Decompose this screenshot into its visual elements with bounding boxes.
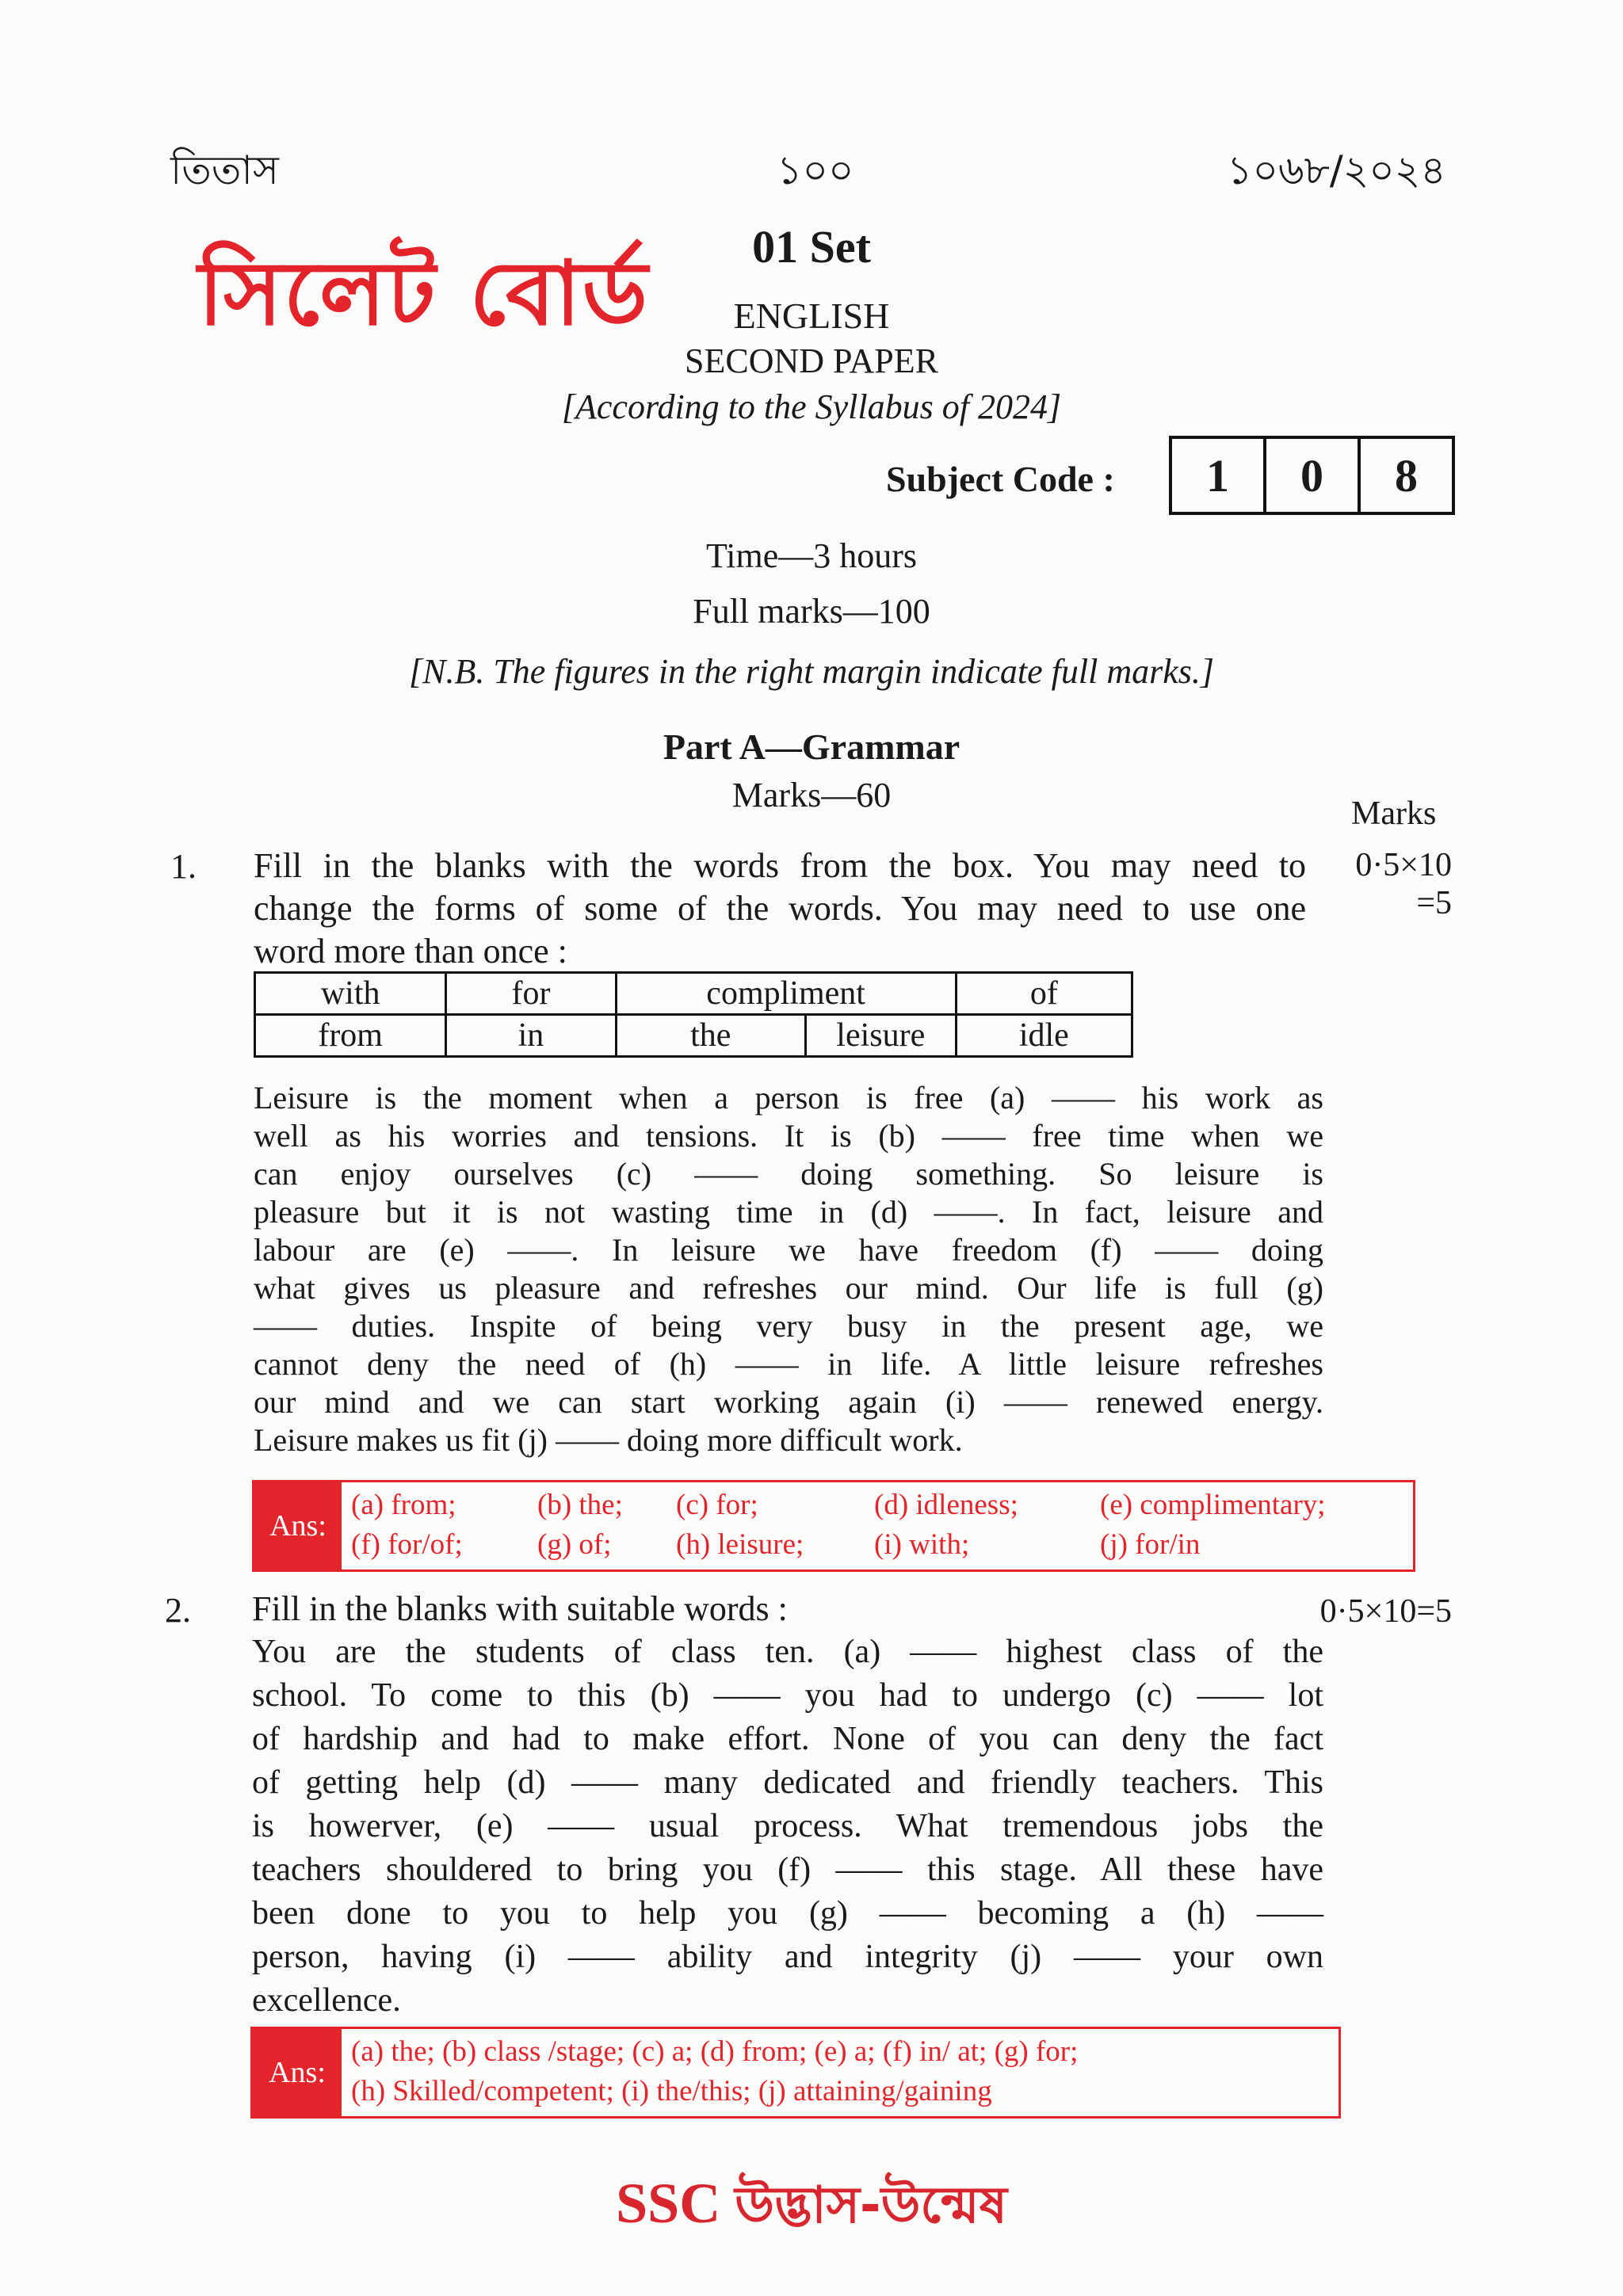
q1-instruction-line: Fill in the blanks with the words from the box. You may need to <box>254 846 1306 885</box>
footer-brand <box>0 2167 1623 2252</box>
q1-answer-box <box>252 1480 1415 1572</box>
header-left: তিতাস <box>170 147 279 193</box>
subject-title: ENGLISH <box>733 296 890 336</box>
word-box <box>254 971 1133 1058</box>
passage-line: Leisure makes us fit (j) —— doing more difficult work. <box>254 1422 963 1458</box>
passage-line: well as his worries and tensions. It is (b) —— free time when we <box>254 1118 1323 1154</box>
passage-line: labour are (e) ——. In leisure we have freedom (f) —— doing <box>254 1232 1323 1268</box>
answer-item: (j) for/in <box>1100 1528 1201 1561</box>
q2-answers <box>342 2029 1087 2116</box>
word-cell: with <box>255 973 446 1015</box>
q1-instruction <box>254 845 1306 973</box>
passage-line: our mind and we can start working again (i) —— renewed energy. <box>254 1384 1323 1420</box>
word-box-row <box>255 973 1132 1015</box>
marks-heading: Marks <box>1351 795 1437 832</box>
word-cell: the <box>616 1015 805 1057</box>
word-cell: leisure <box>805 1015 956 1057</box>
subject-code-digit: 1 <box>1172 439 1266 512</box>
q1-marks-line: =5 <box>1416 885 1452 921</box>
subject-code-digit: 0 <box>1266 439 1361 512</box>
answer-item: (c) for; <box>676 1489 758 1521</box>
part-marks: Marks—60 <box>731 776 892 814</box>
answer-item: (f) for/of; <box>351 1528 463 1561</box>
passage-line: cannot deny the need of (h) —— in life. A little leisure refreshes <box>254 1346 1323 1382</box>
footer-ssc: SSC <box>616 2172 721 2235</box>
word-cell: of <box>956 973 1132 1015</box>
passage-line: pleasure but it is not wasting time in (d) ——. In fact, leisure and <box>254 1194 1323 1230</box>
answer-item: (g) of; <box>537 1528 612 1561</box>
q1-instruction-line: word more than once : <box>254 932 567 971</box>
word-box-row <box>255 1015 1132 1057</box>
q1-marks-line: 0·5×10 <box>1355 847 1452 883</box>
answer-label: Ans: <box>253 2029 342 2116</box>
q1-passage <box>254 1079 1323 1459</box>
question-number: 2. <box>165 1591 191 1630</box>
answer-item: (h) leisure; <box>676 1528 804 1561</box>
header-right: ১০৬৮/২০২৪ <box>1227 147 1446 193</box>
answer-row <box>351 1486 1326 1525</box>
passage-line: teachers shouldered to bring you (f) —— this stage. All these have <box>252 1852 1323 1888</box>
word-cell: for <box>446 973 616 1015</box>
question-number: 1. <box>170 847 197 886</box>
passage-line: can enjoy ourselves (c) —— doing something. So leisure is <box>254 1156 1323 1192</box>
paper-title: SECOND PAPER <box>685 341 938 380</box>
passage-line: person, having (i) —— ability and integrity (j) —— your own <box>252 1939 1323 1975</box>
answer-row: (h) Skilled/competent; (i) the/this; (j) attaining/gaining <box>351 2075 992 2107</box>
passage-line: what gives us pleasure and refreshes our mind. Our life is full (g) <box>254 1270 1323 1306</box>
board-name: সিলেট বোর্ড <box>198 242 650 345</box>
answer-row: (a) the; (b) class /stage; (c) a; (d) from; (e) a; (f) in/ at; (g) for; <box>351 2035 1079 2068</box>
subject-code-digit: 8 <box>1395 449 1418 502</box>
q1-instruction-line: change the forms of some of the words. You may need to use one <box>254 889 1306 928</box>
answer-item: (b) the; <box>537 1489 623 1521</box>
nb-note: [N.B. The figures in the right margin indicate full marks.] <box>408 652 1215 691</box>
passage-line: of hardship and had to make effort. None of you can deny the fact <box>252 1721 1323 1757</box>
word-cell: compliment <box>616 973 956 1015</box>
q1-answers <box>342 1482 1335 1569</box>
passage-line: been done to you to help you (g) —— becoming a (h) —— <box>252 1895 1323 1932</box>
answer-item: (i) with; <box>874 1528 970 1561</box>
passage-line: —— duties. Inspite of being very busy in the present age, we <box>254 1308 1323 1344</box>
q2-instruction: Fill in the blanks with suitable words : <box>252 1589 788 1628</box>
passage-line: is howerver, (e) —— usual process. What tremendous jobs the <box>252 1808 1323 1844</box>
q2-passage <box>252 1630 1323 2023</box>
q1-marks <box>1323 846 1452 922</box>
passage-line: You are the students of class ten. (a) —— highest class of the <box>252 1634 1323 1670</box>
answer-item: (e) complimentary; <box>1100 1489 1326 1521</box>
passage-line: of getting help (d) —— many dedicated and friendly teachers. This <box>252 1764 1323 1801</box>
set-title: 01 Set <box>752 221 871 273</box>
passage-line: Leisure is the moment when a person is free (a) —— his work as <box>254 1080 1323 1116</box>
q2-answer-box <box>250 2027 1341 2119</box>
header-center: ১০০ <box>777 147 854 193</box>
answer-item: (d) idleness; <box>874 1489 1018 1521</box>
word-cell: from <box>255 1015 446 1057</box>
q2-marks: 0·5×10=5 <box>1319 1593 1452 1630</box>
subject-code-label: Subject Code : <box>886 459 1115 499</box>
answer-item: (a) from; <box>351 1489 456 1521</box>
full-marks: Full marks—100 <box>693 592 930 631</box>
footer-tagline: উদ্ভাস-উন্মেষ <box>735 2176 1007 2235</box>
subject-code-box <box>1169 436 1455 515</box>
syllabus-note: [According to the Syllabus of 2024] <box>561 387 1062 426</box>
part-title: Part A—Grammar <box>663 727 960 767</box>
passage-line: school. To come to this (b) —— you had to undergo (c) —— lot <box>252 1677 1323 1714</box>
word-cell: idle <box>956 1015 1132 1057</box>
exam-time: Time—3 hours <box>705 536 918 575</box>
answer-row <box>351 1525 1326 1565</box>
answer-label: Ans: <box>254 1482 342 1569</box>
word-cell: in <box>446 1015 616 1057</box>
passage-line: excellence. <box>252 1982 401 2019</box>
